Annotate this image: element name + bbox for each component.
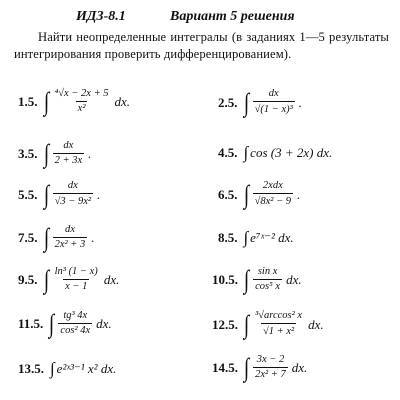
problem-12-5 xyxy=(212,310,324,339)
fraction xyxy=(53,88,111,115)
problem-14-5 xyxy=(212,354,307,381)
problem-1-5 xyxy=(18,88,130,115)
numerator: 2xdx xyxy=(262,180,283,191)
integral-sign: ∫ xyxy=(50,359,55,378)
numerator: dx xyxy=(268,88,279,99)
integral-sign: ∫ xyxy=(43,86,49,116)
denominator: cos² 4x xyxy=(60,325,91,336)
fraction xyxy=(253,88,295,117)
integral-sign: ∫ xyxy=(243,264,250,294)
problem-4-5 xyxy=(218,144,332,161)
fraction xyxy=(58,310,92,337)
integral-sign: ∫ xyxy=(49,308,55,338)
problem-number: 10.5. xyxy=(212,271,238,287)
numerator: ³√arccos² x xyxy=(255,310,303,321)
variant-title: Вариант 5 решения xyxy=(170,9,295,24)
problem-number: 2.5. xyxy=(218,94,238,110)
differential: dx. xyxy=(291,359,308,375)
denominator: cos⁵ x xyxy=(255,281,281,292)
differential: . xyxy=(88,145,92,161)
differential: dx. xyxy=(308,316,324,332)
numerator: dx xyxy=(64,224,75,235)
integrand: cos (3 + 2x) dx. xyxy=(250,144,333,160)
differential: . xyxy=(298,94,303,110)
problem-number: 1.5. xyxy=(18,93,38,109)
differential: . xyxy=(91,229,95,245)
problem-number: 5.5. xyxy=(18,186,38,202)
assignment-code: ИДЗ-8.1 xyxy=(76,9,126,24)
denominator: √8x² − 9 xyxy=(253,193,293,209)
integral-sign: ∫ xyxy=(43,179,49,209)
problem-number: 4.5. xyxy=(218,144,238,160)
problem-number: 9.5. xyxy=(18,271,38,287)
fraction xyxy=(253,180,293,209)
denominator: √3 − 9x² xyxy=(53,193,93,209)
integral-sign: ∫ xyxy=(43,264,49,294)
numerator: ⁴√x − 2x + 5 xyxy=(54,88,109,99)
denominator: x² xyxy=(77,103,86,114)
problem-number: 13.5. xyxy=(18,360,44,376)
problem-9-5 xyxy=(18,266,119,293)
problem-6-5 xyxy=(218,180,300,209)
integrand: e⁷ˣ⁻² dx. xyxy=(250,229,294,245)
integral-sign: ∫ xyxy=(243,228,249,247)
fraction xyxy=(53,180,93,209)
differential: dx. xyxy=(114,93,131,109)
problem-number: 14.5. xyxy=(212,359,238,375)
problem-number: 3.5. xyxy=(18,145,38,161)
fraction xyxy=(253,266,282,293)
denominator: 2 + 3x xyxy=(54,155,83,166)
task-instructions: Найти неопределенные интегралы (в заданиях 1—5 результаты интегрирования проверить дифференцированием). xyxy=(14,30,389,61)
problem-number: 6.5. xyxy=(218,186,238,202)
numerator: 3x − 2 xyxy=(256,354,285,365)
denominator: x − 1 xyxy=(65,281,88,292)
numerator: dx xyxy=(63,140,74,151)
differential: dx. xyxy=(96,315,112,331)
fraction xyxy=(53,266,100,293)
problem-11-5 xyxy=(18,310,112,337)
differential: dx. xyxy=(286,271,302,287)
numerator: ln³ (1 − x) xyxy=(54,266,98,277)
integral-sign: ∫ xyxy=(243,309,250,339)
problem-8-5 xyxy=(218,229,294,246)
denominator: √(1 − x)³ xyxy=(253,101,295,117)
denominator: 2x² + 3 xyxy=(54,239,86,250)
differential: . xyxy=(97,186,101,202)
problem-2-5 xyxy=(218,88,302,117)
fraction xyxy=(253,354,288,381)
problem-number: 12.5. xyxy=(212,316,238,332)
integral-sign: ∫ xyxy=(243,352,250,382)
problem-3-5 xyxy=(18,140,91,167)
denominator: √1 + x² xyxy=(261,323,296,339)
integral-sign: ∫ xyxy=(43,138,49,168)
integral-sign: ∫ xyxy=(43,222,49,252)
differential: . xyxy=(297,186,301,202)
fraction xyxy=(53,224,88,251)
numerator: sin x xyxy=(257,266,278,277)
denominator: 2x² + 7 xyxy=(255,369,286,380)
fraction xyxy=(253,310,304,339)
problem-13-5 xyxy=(18,360,116,377)
differential: dx. xyxy=(103,271,120,287)
fraction xyxy=(53,140,85,167)
problem-7-5 xyxy=(18,224,95,251)
problem-5-5 xyxy=(18,180,100,209)
numerator: dx xyxy=(67,180,78,191)
integral-sign: ∫ xyxy=(243,179,249,209)
problem-number: 8.5. xyxy=(218,229,238,245)
problem-number: 11.5. xyxy=(18,315,44,331)
integral-sign: ∫ xyxy=(243,87,249,117)
integral-sign: ∫ xyxy=(243,143,249,162)
problem-10-5 xyxy=(212,266,302,293)
problem-number: 7.5. xyxy=(18,229,38,245)
numerator: tg³ 4x xyxy=(63,310,88,321)
integrand: e²ˣ³⁻¹ x² dx. xyxy=(56,360,117,376)
